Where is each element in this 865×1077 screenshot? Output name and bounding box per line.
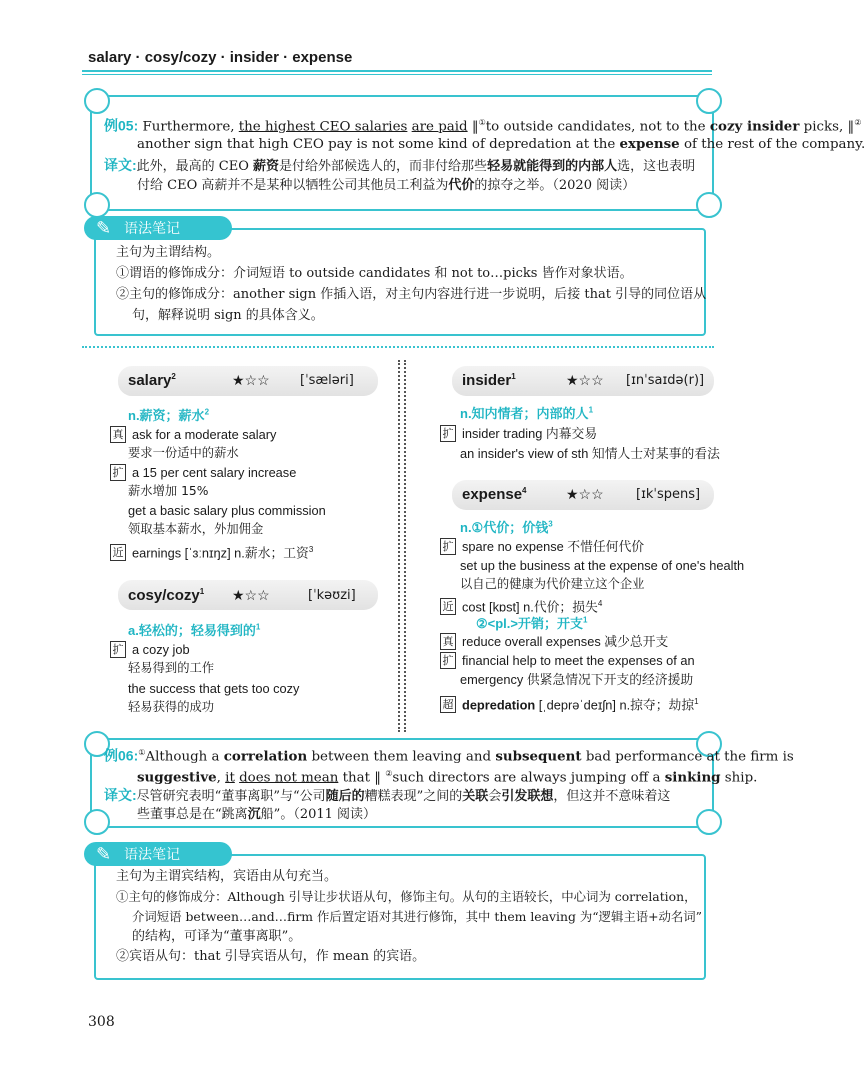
corner-ornament-icon (696, 809, 722, 835)
sense-insider: n.知内情者；内部的人$^1$ (460, 405, 594, 421)
entry-line: 超 depredation [ˌdeprəˈdeɪʃn] n.掠夺；劫掠$^1$ (440, 692, 699, 715)
example-06-line-2: suggestive, it does not mean that ‖ ②such directors are always jumping off a sinking ship. (137, 769, 758, 786)
frequency-stars: ★☆☆ (232, 588, 270, 604)
grammar-note-1-line-3: ②主句的修饰成分：another sign 作插入语，对主句内容进行进一步说明，后接 that 引导的同位语从 (116, 287, 707, 302)
frequency-stars: ★☆☆ (232, 373, 270, 389)
headword-insider: insider$^1$ (462, 372, 516, 389)
translation-06-line-2: 些董事总是在“跳离沉船”。（2011 阅读） (137, 807, 377, 822)
entry-line: 轻易得到的工作 (128, 661, 215, 675)
grammar-note-1-line-1: 主句为主谓结构。 (116, 245, 221, 260)
sense-expense-2: ②<pl.>开销；开支$^1$ (476, 615, 588, 631)
section-divider (82, 346, 714, 348)
headword-expense: expense$^4$ (462, 486, 527, 503)
entry-line: 扩 financial help to meet the expenses of an (440, 651, 695, 671)
entry-line: an insider's view of sth 知情人士对某事的看法 (460, 446, 720, 461)
entry-line: 扩 spare no expense 不惜任何代价 (440, 537, 644, 557)
frequency-stars: ★☆☆ (566, 373, 604, 389)
translation-05-line-2: 付给 CEO 高薪并不是某种以牺牲公司其他员工利益为代价的掠夺之举。（2020 阅读） (137, 178, 636, 193)
entry-line: 扩 insider trading 内幕交易 (440, 424, 597, 444)
headword-salary: salary$^2$ (128, 372, 176, 389)
chain-divider (398, 360, 406, 732)
entry-line: 近 cost [kɒst] n.代价；损失$^4$ (440, 594, 602, 617)
sense-salary: n.薪资；薪水$^2$ (128, 407, 210, 423)
corner-ornament-icon (84, 809, 110, 835)
entry-line: 近 earnings [ˈɜːnɪŋz] n.薪水；工资$^3$ (110, 540, 313, 563)
example-05-line-1: 例05: Furthermore, the highest CEO salaries are paid ‖①to outside candidates, not to the cozy insider picks, ‖② (104, 117, 862, 135)
grammar-note-2-line-5: ②宾语从句：that 引导宾语从句，作 mean 的宾语。 (116, 949, 426, 964)
entry-line: set up the business at the expense of one's health (460, 558, 745, 573)
grammar-note-badge: ✎ 语法笔记 (84, 842, 232, 866)
entry-line: the success that gets too cozy (128, 681, 300, 696)
translation-label: 译文 (104, 157, 132, 173)
entry-line: 以自己的健康为代价建立这个企业 (460, 577, 645, 591)
translation-label: 译文 (104, 787, 132, 803)
pronunciation: [ˈkəʊzi] (308, 588, 356, 603)
entry-line: 轻易获得的成功 (128, 700, 215, 714)
pen-icon: ✎ (96, 218, 112, 238)
headword-cosy: cosy/cozy$^1$ (128, 587, 205, 604)
grammar-note-2-line-2: ①主句的修饰成分：Although 引导让步状语从句，修饰主句。从句的主语较长，中心词为 correlation， (116, 889, 697, 904)
entry-line: 薪水增加 15% (128, 484, 209, 498)
grammar-note-2-line-4: 的结构，可译为“董事离职”。 (132, 929, 302, 944)
example-05-line-2: another sign that high CEO pay is not some kind of depredation at the expense of the rest of the company. (137, 136, 865, 152)
pen-icon: ✎ (96, 844, 112, 864)
corner-ornament-icon (696, 192, 722, 218)
sense-expense-1: n.①代价；价钱$^3$ (460, 519, 553, 535)
running-header: salary · cosy/cozy · insider · expense (88, 49, 353, 66)
sense-cosy: a.轻松的；轻易得到的$^1$ (128, 622, 261, 638)
frequency-stars: ★☆☆ (566, 487, 604, 503)
grammar-note-2-line-3: 介词短语 between…and…firm 作后置定语对其进行修饰，其中 them leaving 为“逻辑主语+动名词” (132, 909, 703, 924)
pronunciation: [ɪnˈsaɪdə(r)] (626, 373, 705, 388)
entry-line: 扩 a cozy job (110, 640, 190, 660)
entry-line: 真 reduce overall expenses 减少总开支 (440, 632, 668, 652)
header-rule-thin (82, 74, 712, 75)
pronunciation: [ɪkˈspens] (636, 487, 701, 502)
grammar-note-1-line-4: 句，解释说明 sign 的具体含义。 (132, 308, 324, 323)
page-number: 308 (88, 1014, 115, 1030)
example-label: 例05 (104, 117, 134, 134)
entry-line: 真 ask for a moderate salary (110, 425, 276, 445)
corner-ornament-icon (84, 88, 110, 114)
translation-05-line-1: 译文:此外，最高的 CEO 薪资是付给外部候选人的，而非付给那些轻易就能得到的内部人选，这也表明 (104, 157, 696, 174)
grammar-note-badge: ✎ 语法笔记 (84, 216, 232, 240)
translation-06-line-1: 译文:尽管研究表明“董事离职”与“公司随后的糟糕表现”之间的关联会引发联想，但这并不意味着这 (104, 787, 671, 804)
corner-ornament-icon (696, 88, 722, 114)
grammar-note-1-line-2: ①谓语的修饰成分：介词短语 to outside candidates 和 not to…picks 皆作对象状语。 (116, 266, 633, 281)
entry-line: emergency 供紧急情况下开支的经济援助 (460, 672, 694, 687)
entry-line: 要求一份适中的薪水 (128, 446, 239, 460)
pronunciation: [ˈsæləri] (300, 373, 354, 388)
entry-line: 领取基本薪水，外加佣金 (128, 522, 264, 536)
entry-line: get a basic salary plus commission (128, 503, 326, 518)
corner-ornament-icon (84, 192, 110, 218)
header-rule (82, 70, 712, 72)
entry-line: 扩 a 15 per cent salary increase (110, 463, 296, 483)
example-label: 例06 (104, 747, 134, 764)
grammar-note-2-line-1: 主句为主谓宾结构，宾语由从句充当。 (116, 869, 338, 884)
example-06-line-1: 例06:①Although a correlation between them leaving and subsequent bad performance at the firm is (104, 747, 794, 765)
